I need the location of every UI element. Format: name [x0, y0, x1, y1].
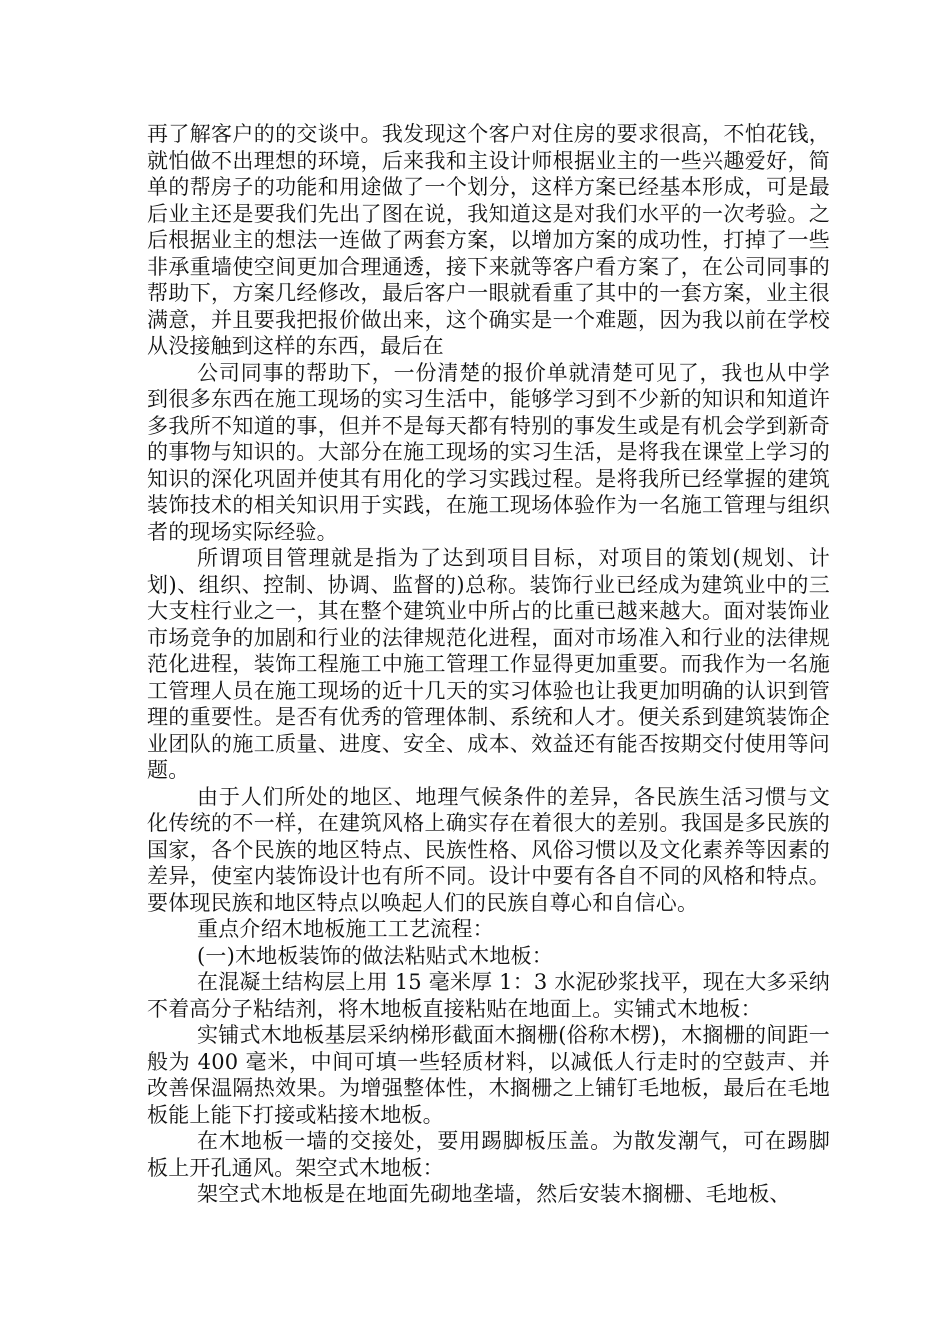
paragraph: 再了解客户的的交谈中。我发现这个客户对住房的要求很高，不怕花钱，就怕做不出理想的环境，后来我和主设计师根据业主的一些兴趣爱好，简单的帮房子的功能和用途做了一个划分，这样方案已经基本形成，可是最后业主还是要我们先出了图在说，我知道这是对我们水平的一次考验。之后根据业主的想法一连做了两套方案，以增加方案的成功性，打掉了一些非承重墙使空间更加合理通透，接下来就等客户看方案了，在公司同事的帮助下，方案几经修改，最后客户一眼就看重了其中的一套方案，业主很满意，并且要我把报价做出来，这个确实是一个难题，因为我以前在学校从没接触到这样的东西，最后在 [147, 122, 830, 358]
document-body [147, 121, 830, 1208]
paragraph: 实铺式木地板基层采纳梯形截面木搁栅(俗称木楞)，木搁栅的间距一般为 400 毫米，中间可填一些轻质材料，以减低人行走时的空鼓声、并改善保温隔热效果。为增强整体性，木搁栅之上铺钉毛地板，最后在毛地板能上能下打接或粘接木地板。 [147, 1023, 830, 1127]
paragraph: 所谓项目管理就是指为了达到项目目标，对项目的策划(规划、计划)、组织、控制、协调、监督的)总称。装饰行业已经成为建筑业中的三大支柱行业之一，其在整个建筑业中所占的比重已越来越大。面对装饰业市场竞争的加剧和行业的法律规范化进程，面对市场准入和行业的法律规范化进程，装饰工程施工中施工管理工作显得更加重要。而我作为一名施工管理人员在施工现场的近十几天的实习体验也让我更加明确的认识到管理的重要性。是否有优秀的管理体制、系统和人才。便关系到建筑装饰企业团队的施工质量、进度、安全、成本、效益还有能否按期交付使用等问题。 [147, 546, 830, 782]
paragraph: 架空式木地板是在地面先砌地垄墙，然后安装木搁栅、毛地板、 [197, 1182, 791, 1206]
paragraph: 公司同事的帮助下，一份清楚的报价单就清楚可见了，我也从中学到很多东西在施工现场的实习生活中，能够学习到不少新的知识和知道许多我所不知道的事，但并不是每天都有特别的事发生或是有机会学到新奇的事物与知识的。大部分在施工现场的实习生活，是将我在课堂上学习的知识的深化巩固并使其有用化的学习实践过程。是将我所已经掌握的建筑装饰技术的相关知识用于实践，在施工现场体验作为一名施工管理与组织者的现场实际经验。 [147, 360, 830, 544]
subsection-heading: (一)木地板装饰的做法粘贴式木地板： [197, 943, 553, 968]
paragraph: 由于人们所处的地区、地理气候条件的差异，各民族生活习惯与文化传统的不一样，在建筑风格上确实存在着很大的差别。我国是多民族的国家，各个民族的地区特点、民族性格、风俗习惯以及文化素养等因素的差异，使室内装饰设计也有所不同。设计中要有各自不同的风格和特点。要体现民族和地区特点以唤起人们的民族自尊心和自信心。 [147, 784, 830, 915]
section-heading: 重点介绍木地板施工工艺流程： [197, 917, 494, 941]
paragraph: 在混凝土结构层上用 15 毫米厚 1：3 水泥砂浆找平，现在大多采纳不着高分子粘结剂，将木地板直接粘贴在地面上。实铺式木地板： [147, 970, 830, 1021]
paragraph: 在木地板一墙的交接处，要用踢脚板压盖。为散发潮气，可在踢脚板上开孔通风。架空式木地板： [147, 1129, 830, 1180]
